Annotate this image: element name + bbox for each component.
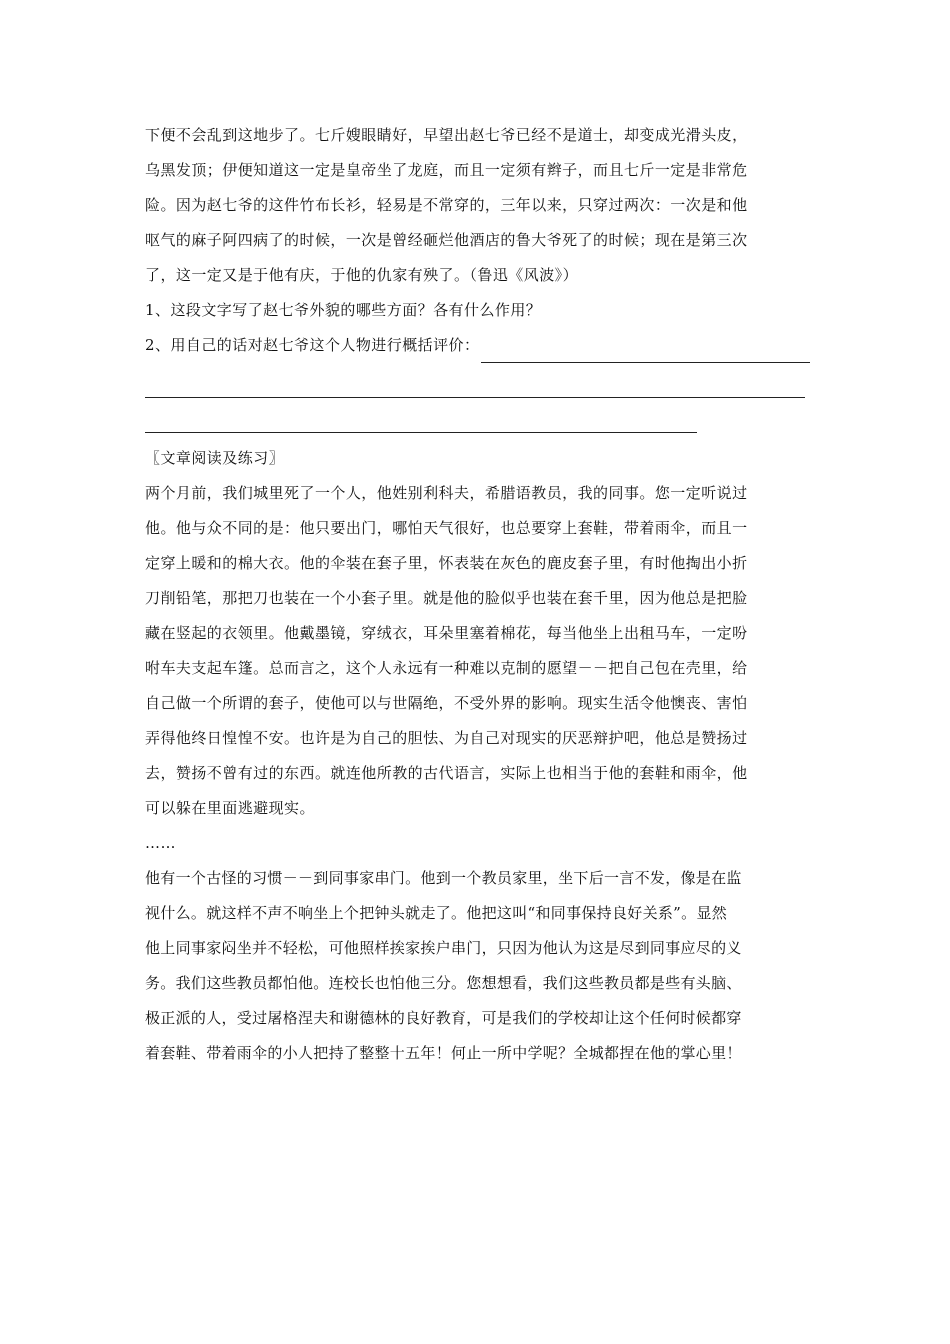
- answer-row-3: [145, 398, 810, 433]
- paragraph-line: 可以躲在里面逃避现实。: [145, 799, 315, 817]
- paragraph-line: 着套鞋、带着雨伞的小人把持了整整十五年！何止一所中学呢？全城都捏在他的掌心里！: [145, 1044, 742, 1062]
- passage-line: 乌黑发顶；伊便知道这一定是皇帝坐了龙庭，而且一定须有辫子，而且七斤一定是非常危: [145, 161, 748, 179]
- question-1: 1、这段文字写了赵七爷外貌的哪些方面？各有什么作用？: [145, 301, 542, 319]
- passage-line: 下便不会乱到这地步了。七斤嫂眼睛好，早望出赵七爷已经不是道士，却变成光滑头皮，: [145, 126, 748, 144]
- paragraph-line: 咐车夫支起车篷。总而言之，这个人永远有一种难以克制的愿望－－把自己包在壳里，给: [145, 659, 748, 677]
- paragraph-line: 自己做一个所谓的套子，使他可以与世隔绝，不受外界的影响。现实生活令他懊丧、害怕: [145, 694, 748, 712]
- paragraph-line: 务。我们这些教员都怕他。连校长也怕他三分。您想想看，我们这些教员都是些有头脑、: [145, 974, 742, 992]
- paragraph-line: 藏在竖起的衣领里。他戴墨镜，穿绒衣，耳朵里塞着棉花，每当他坐上出租马车，一定吩: [145, 624, 748, 642]
- section-paragraph-1: [145, 476, 810, 826]
- paragraph-line: 弄得他终日惶惶不安。也许是为自己的胆怯、为自己对现实的厌恶辩护吧，他总是赞扬过: [145, 729, 748, 747]
- answer-blank-1[interactable]: [481, 340, 810, 363]
- question-2-row: [145, 328, 810, 363]
- ellipsis: ……: [145, 834, 176, 852]
- paragraph-line: 他上同事家闷坐并不轻松，可他照样挨家挨户串门，只因为他认为这是尽到同事应尽的义: [145, 939, 742, 957]
- document-page: [145, 118, 810, 1071]
- passage-fengbo: [145, 118, 810, 293]
- section-heading: 〖文章阅读及练习〗: [145, 449, 285, 467]
- paragraph-line: 定穿上暖和的棉大衣。他的伞装在套子里，怀表装在灰色的鹿皮套子里，有时他掏出小折: [145, 554, 748, 572]
- paragraph-line: 极正派的人，受过屠格涅夫和谢德林的良好教育，可是我们的学校却让这个任何时候都穿: [145, 1009, 742, 1027]
- answer-blank-2[interactable]: [145, 375, 805, 398]
- paragraph-line: 他有一个古怪的习惯－－到同事家串门。他到一个教员家里，坐下后一言不发，像是在监: [145, 869, 742, 887]
- paragraph-line: 两个月前，我们城里死了一个人，他姓别利科夫，希腊语教员，我的同事。您一定听说过: [145, 484, 748, 502]
- paragraph-line: 去，赞扬不曾有过的东西。就连他所教的古代语言，实际上也相当于他的套鞋和雨伞，他: [145, 764, 748, 782]
- answer-blank-3[interactable]: [145, 410, 697, 433]
- passage-line: 险。因为赵七爷的这件竹布长衫，轻易是不常穿的，三年以来，只穿过两次：一次是和他: [145, 196, 748, 214]
- answer-row-2: [145, 363, 810, 398]
- paragraph-line: 视什么。就这样不声不响坐上个把钟头就走了。他把这叫“和同事保持良好关系”。显然: [145, 904, 728, 922]
- passage-line: 呕气的麻子阿四病了的时候，一次是曾经砸烂他酒店的鲁大爷死了的时候；现在是第三次: [145, 231, 748, 249]
- paragraph-line: 刀削铅笔，那把刀也装在一个小套子里。就是他的脸似乎也装在套千里，因为他总是把脸: [145, 589, 748, 607]
- paragraph-line: 他。他与众不同的是：他只要出门，哪怕天气很好，也总要穿上套鞋，带着雨伞，而且一: [145, 519, 748, 537]
- question-2: 2、用自己的话对赵七爷这个人物进行概括评价：: [145, 336, 480, 354]
- section-paragraph-2: [145, 861, 810, 1071]
- passage-line: 了，这一定又是于他有庆，于他的仇家有殃了。（鲁迅《风波》）: [145, 266, 579, 284]
